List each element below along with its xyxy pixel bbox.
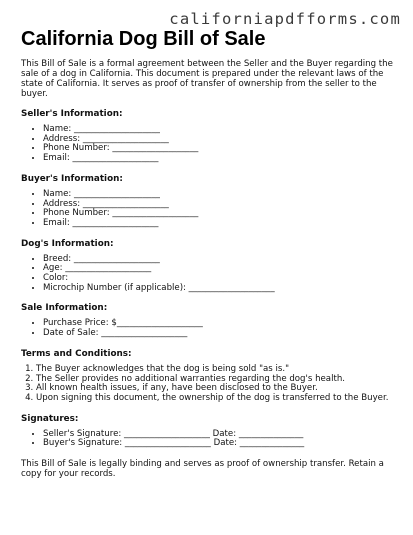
signatures-heading: Signatures:: [21, 413, 79, 424]
sellers-heading: Seller's Information:: [21, 109, 123, 119]
seller-email-field: • Email: ____________________: [43, 154, 395, 164]
seller-signature-field: • Seller's Signature: ____________________ Date: _______________: [43, 430, 395, 440]
buyer-address-field: • Address: ____________________: [43, 200, 395, 210]
terms-section: [21, 349, 395, 404]
dogs-heading: Dog's Information:: [21, 238, 114, 249]
sale-date-field: • Date of Sale: ____________________: [43, 329, 395, 339]
purchase-price-field: • Purchase Price: $____________________: [43, 319, 395, 329]
intro-paragraph: This Bill of Sale is a formal agreement between the Seller and the Buyer regarding the sale of a dog in California. This document is prepared under the relevant laws of the state of California. It serves as proof of transfer of ownership from the seller to the buyer.: [21, 59, 393, 99]
page-title: California Dog Bill of Sale: [21, 28, 266, 50]
terms-list: [21, 365, 395, 404]
site-watermark: californiapdfforms.com: [169, 10, 401, 28]
closing-paragraph: This Bill of Sale is legally binding and serves as proof of ownership transfer. Retain a copy for your records.: [21, 459, 384, 480]
dog-age-field: • Age: ____________________: [43, 264, 395, 274]
seller-name-field: • Name: ____________________: [43, 125, 395, 135]
buyers-heading: Buyer's Information:: [21, 173, 123, 184]
sellers-section: [21, 109, 395, 164]
dog-microchip-field: • Microchip Number (if applicable): ____________________: [43, 284, 395, 294]
buyer-phone-field: • Phone Number: ____________________: [43, 209, 395, 219]
signatures-section: [21, 414, 395, 449]
bill-of-sale-document: [21, 28, 395, 479]
dog-color-field: • Color:: [43, 274, 395, 284]
signatures-list: [21, 430, 395, 449]
buyers-section: [21, 174, 395, 229]
buyer-signature-field: • Buyer's Signature: ____________________ Date: _______________: [43, 439, 395, 449]
buyer-name-field: • Name: ____________________: [43, 190, 395, 200]
sale-field-list: [21, 319, 395, 338]
seller-phone-field: • Phone Number: ____________________: [43, 144, 395, 154]
dogs-section: [21, 239, 395, 294]
dog-breed-field: • Breed: ____________________: [43, 255, 395, 265]
sellers-field-list: [21, 125, 395, 164]
dogs-field-list: [21, 255, 395, 294]
terms-item: 3. All known health issues, if any, have been disclosed to the Buyer.: [36, 384, 395, 394]
terms-item: 2. The Seller provides no additional warranties regarding the dog's health.: [36, 375, 395, 385]
terms-item: 1. The Buyer acknowledges that the dog is being sold "as is.": [36, 365, 395, 375]
terms-heading: Terms and Conditions:: [21, 348, 132, 359]
sale-heading: Sale Information:: [21, 303, 108, 314]
sale-section: [21, 303, 395, 338]
terms-item: 4. Upon signing this document, the ownership of the dog is transferred to the Buyer.: [36, 394, 395, 404]
buyers-field-list: [21, 190, 395, 229]
buyer-email-field: • Email: ____________________: [43, 219, 395, 229]
seller-address-field: • Address: ____________________: [43, 135, 395, 145]
